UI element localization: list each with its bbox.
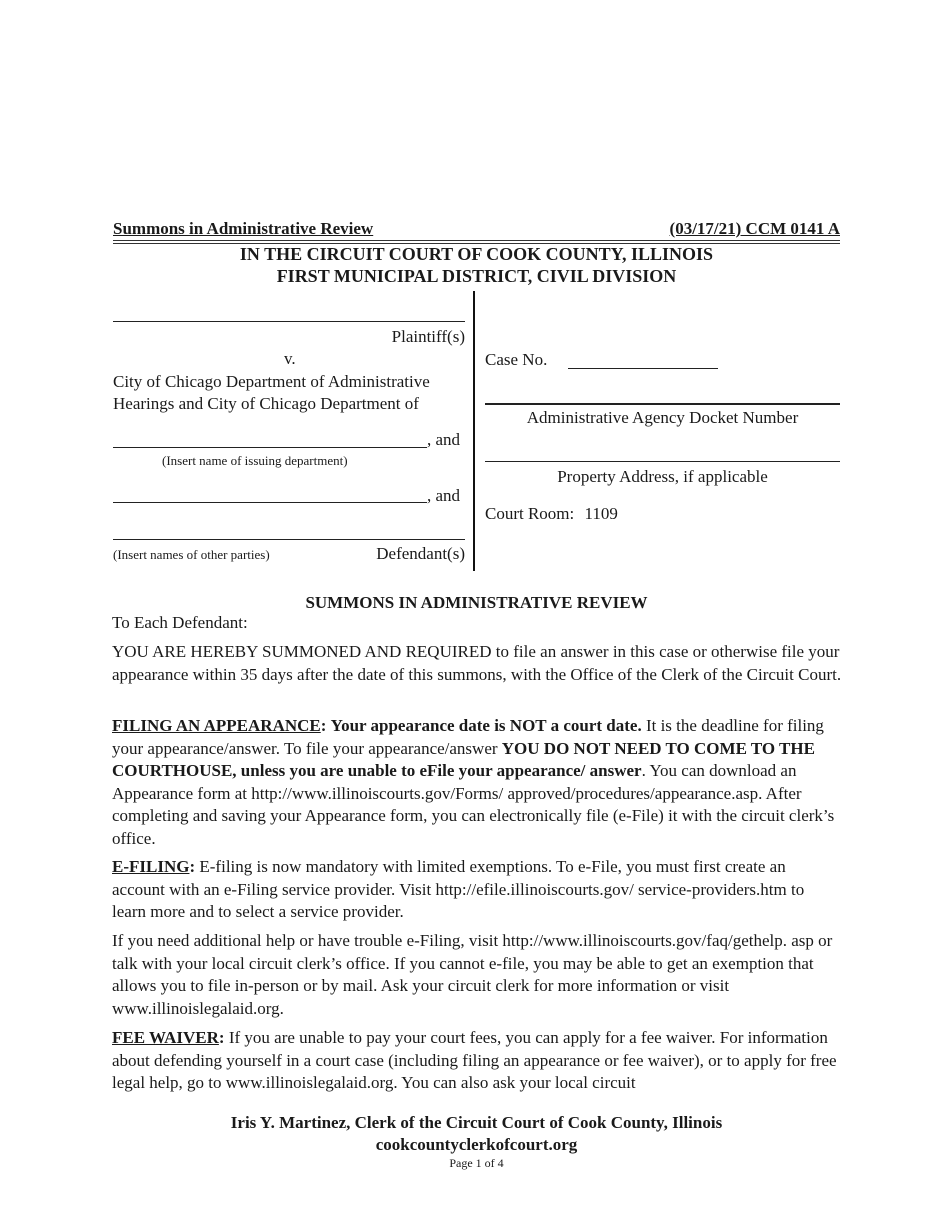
other-parties-hint: (Insert names of other parties) xyxy=(113,547,270,562)
case-number-label: Case No. xyxy=(485,350,548,369)
filing-text-2: . You can download an Appearance form at http://www.illinoiscourts.gov/Forms/ approved/procedures/appearance.asp. After completing and saving your Appearance form, you can electronically file (e-File) it with the circuit clerk’s office. xyxy=(112,761,835,848)
case-number-field[interactable] xyxy=(568,368,718,369)
and-1: , and xyxy=(427,430,461,449)
and-2: , and xyxy=(427,486,461,505)
defendant-label: Defendant(s) xyxy=(376,544,465,563)
fee-waiver-heading: FEE WAIVER xyxy=(112,1028,219,1047)
property-address-label: Property Address, if applicable xyxy=(557,467,768,486)
other-parties-blank xyxy=(113,502,427,503)
summons-intro: YOU ARE HEREBY SUMMONED AND REQUIRED to file an answer in this case or otherwise file your appearance within 35 days after the date of this summons, with the Office of the Clerk of the Circuit Court. xyxy=(112,642,842,684)
no-courthouse-notice: YOU DO NOT NEED TO COME TO THE COURTHOUSE, unless you are unable to eFile your appearance/ answer xyxy=(112,738,815,780)
efiling-text: E-filing is now mandatory with limited exemptions. To e-File, you must first create an account with an e-Filing service provider. Visit http://efile.illinoiscourts.gov/ service-providers.htm to learn more and to select a service provider. xyxy=(112,857,805,921)
versus: v. xyxy=(284,349,296,368)
summons-title: SUMMONS IN ADMINISTRATIVE REVIEW xyxy=(305,593,648,612)
caption-divider xyxy=(473,291,475,571)
efiling-heading-colon: : xyxy=(189,857,196,876)
filing-heading-colon: : xyxy=(320,716,327,735)
docket-number-label: Administrative Agency Docket Number xyxy=(526,408,799,427)
defendant-blank xyxy=(113,539,465,540)
form-code: (03/17/21) CCM 0141 A xyxy=(669,219,840,238)
court-name: IN THE CIRCUIT COURT OF COOK COUNTY, ILLINOIS xyxy=(239,244,714,264)
efiling-paragraph xyxy=(112,856,842,924)
court-division: FIRST MUNICIPAL DISTRICT, CIVIL DIVISION xyxy=(276,266,677,286)
header-rule-top xyxy=(113,240,840,241)
fee-waiver-text: If you are unable to pay your court fees, you can apply for a fee waiver. For information about defending yourself in a court case (including filing an appearance or fee waiver), or to apply for free legal help, go to www.illinoislegalaid.org. You can also ask your local circuit xyxy=(112,1028,837,1092)
help-paragraph: If you need additional help or have trouble e-Filing, visit http://www.illinoiscourts.gov/faq/gethelp. asp or talk with your local circuit clerk’s office. If you cannot e-file, you may be able to get an exemption that allows you to file in-person or by mail. Ask your circuit clerk for more information or visit www.illinoislegalaid.org. xyxy=(112,931,833,1018)
filing-text-1: It is the deadline for filing your appearance/answer. To file your appearance/answer xyxy=(112,716,824,758)
greeting: To Each Defendant: xyxy=(112,613,248,632)
form-title: Summons in Administrative Review xyxy=(113,219,374,238)
court-room-value: 1109 xyxy=(584,504,618,523)
department-blank xyxy=(113,447,427,448)
filing-appearance-paragraph xyxy=(112,715,842,850)
clerk-website: cookcountyclerkofcourt.org xyxy=(375,1135,578,1154)
clerk-name: Iris Y. Martinez, Clerk of the Circuit Court of Cook County, Illinois xyxy=(230,1113,723,1132)
defendant-name-line2: Hearings and City of Chicago Department of xyxy=(113,394,419,413)
plaintiff-blank xyxy=(113,321,465,322)
court-room xyxy=(485,504,618,524)
department-hint: (Insert name of issuing department) xyxy=(162,453,348,468)
fee-heading-colon: : xyxy=(218,1028,225,1047)
plaintiff-label: Plaintiff(s) xyxy=(391,327,465,346)
fee-waiver-paragraph xyxy=(112,1027,842,1095)
form-header xyxy=(113,219,840,239)
defendant-name-line1: City of Chicago Department of Administrative xyxy=(113,372,430,391)
docket-number-field[interactable] xyxy=(485,403,840,405)
efiling-heading: E-FILING xyxy=(112,857,190,876)
appearance-date-notice: Your appearance date is NOT a court date. xyxy=(330,716,642,735)
page-number: Page 1 of 4 xyxy=(449,1156,504,1170)
filing-appearance-heading: FILING AN APPEARANCE xyxy=(112,716,321,735)
property-address-field[interactable] xyxy=(485,461,840,462)
court-room-label: Court Room: xyxy=(485,504,575,523)
